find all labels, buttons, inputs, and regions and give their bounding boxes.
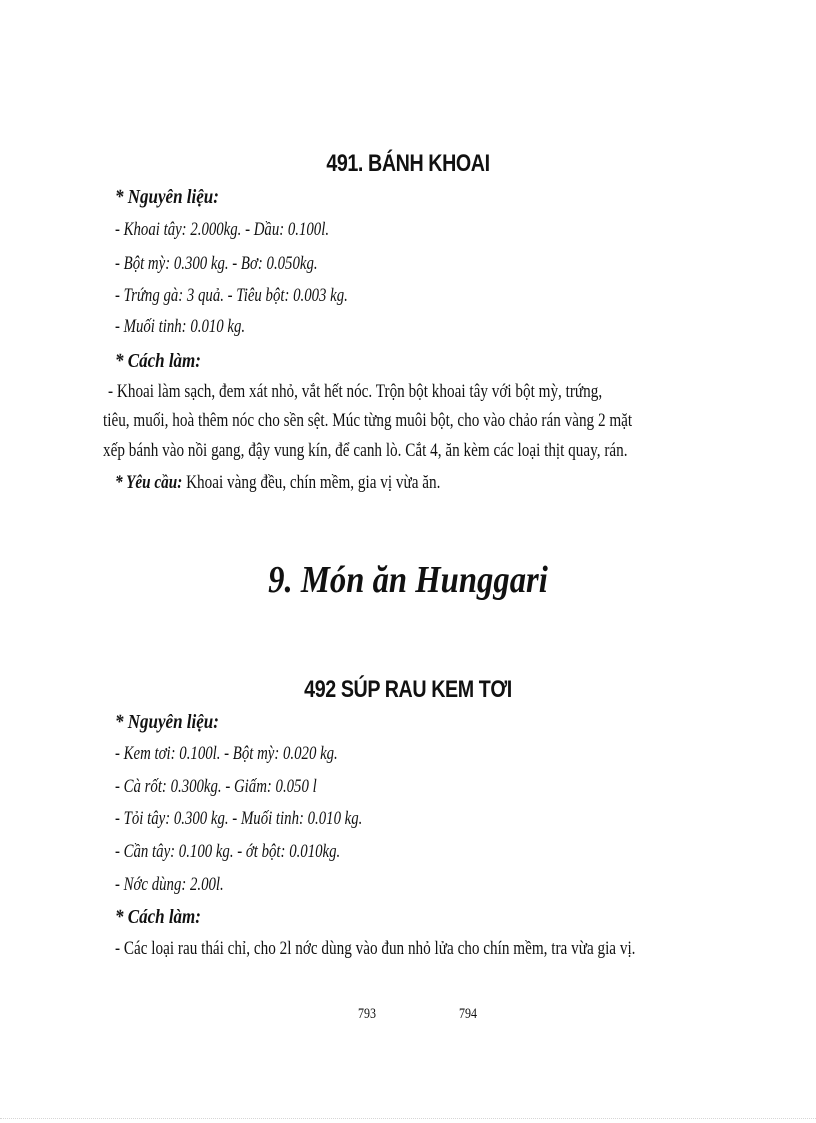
recipe-492-ingredient-line: - Kem tơi: 0.100l. - Bột mỳ: 0.020 kg. bbox=[115, 743, 338, 764]
recipe-491-method-heading: * Cách làm: bbox=[115, 350, 201, 372]
recipe-491-method-line: xếp bánh vào nồi gang, đậy vung kín, để canh lò. Cắt 4, ăn kèm các loại thịt quay, rán. bbox=[103, 440, 628, 461]
recipe-491-title: 491. BÁNH KHOAI bbox=[326, 150, 490, 177]
chapter-title: 9. Món ăn Hunggari bbox=[268, 559, 548, 601]
recipe-492-method-heading: * Cách làm: bbox=[115, 906, 201, 928]
bottom-dotted-rule bbox=[0, 1118, 816, 1121]
recipe-491-method-line: - Khoai làm sạch, đem xát nhỏ, vắt hết nóc. Trộn bột khoai tây với bột mỳ, trứng, bbox=[108, 381, 603, 402]
page-number-left: 793 bbox=[358, 1006, 376, 1022]
recipe-491-ingredient-line: - Khoai tây: 2.000kg. - Dầu: 0.100l. bbox=[115, 219, 330, 240]
recipe-492-ingredient-line: - Nớc dùng: 2.00l. bbox=[115, 874, 224, 895]
requirement-label: * Yêu cầu: bbox=[115, 472, 183, 493]
requirement-text: Khoai vàng đều, chín mềm, gia vị vừa ăn. bbox=[182, 472, 441, 493]
recipe-491-ingredients-heading: * Nguyên liệu: bbox=[115, 186, 219, 208]
recipe-492-ingredient-line: - Cà rốt: 0.300kg. - Giấm: 0.050 l bbox=[115, 776, 317, 797]
recipe-491-ingredient-line: - Bột mỳ: 0.300 kg. - Bơ: 0.050kg. bbox=[115, 253, 318, 274]
recipe-492-method-line: - Các loại rau thái chỉ, cho 2l nớc dùng vào đun nhỏ lửa cho chín mềm, tra vừa gia vị. bbox=[115, 938, 636, 959]
page-number-right: 794 bbox=[459, 1006, 477, 1022]
recipe-491-ingredient-line: - Trứng gà: 3 quả. - Tiêu bột: 0.003 kg. bbox=[115, 285, 348, 306]
recipe-491-method-line: tiêu, muối, hoà thêm nóc cho sền sệt. Múc từng muôi bột, cho vào chảo rán vàng 2 mặt bbox=[103, 410, 633, 431]
recipe-491-ingredient-line: - Muối tinh: 0.010 kg. bbox=[115, 316, 246, 337]
recipe-492-ingredient-line: - Cần tây: 0.100 kg. - ớt bột: 0.010kg. bbox=[115, 841, 341, 862]
recipe-491-requirement bbox=[115, 472, 440, 494]
recipe-492-ingredient-line: - Tỏi tây: 0.300 kg. - Muối tinh: 0.010 kg. bbox=[115, 808, 363, 829]
recipe-492-title: 492 SÚP RAU KEM TƠI bbox=[304, 676, 512, 703]
recipe-492-ingredients-heading: * Nguyên liệu: bbox=[115, 711, 219, 733]
